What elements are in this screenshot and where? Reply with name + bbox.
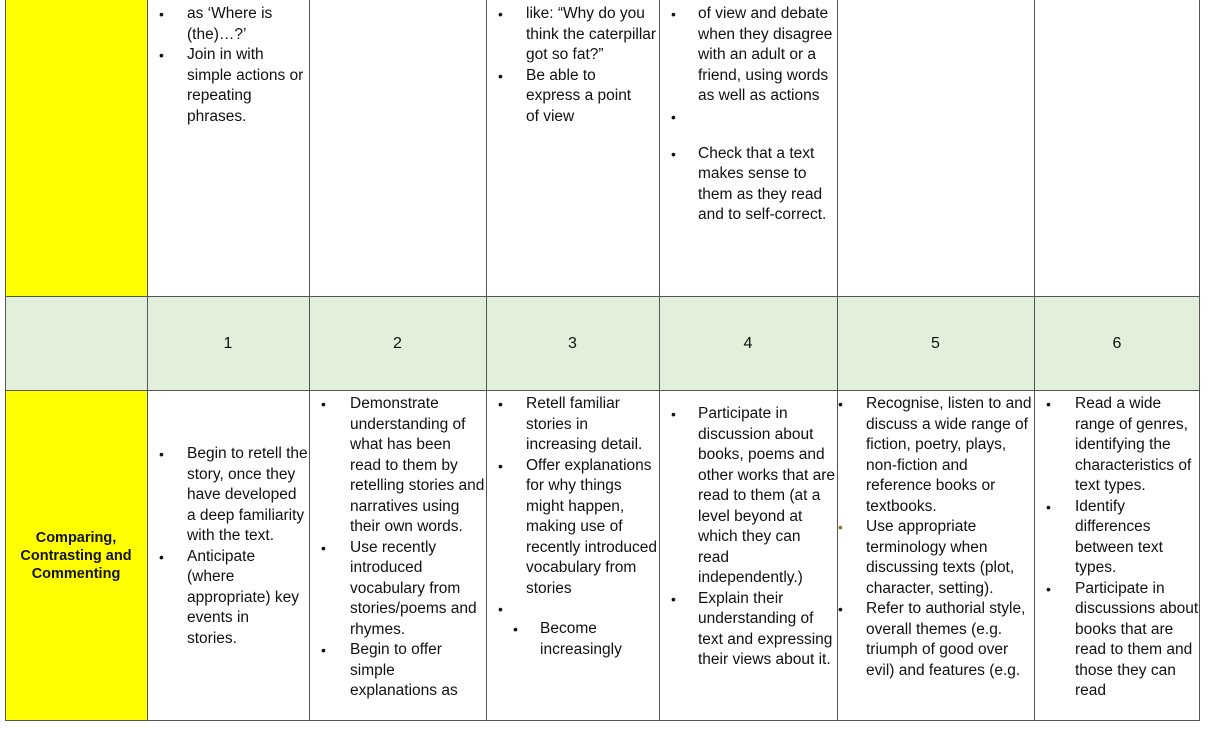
list-item: • Demonstrate understanding of what has been read to them by retelling stories and narratives using their own words.: [309, 394, 486, 538]
list-item: • Recognise, listen to and discuss a wide range of fiction, poetry, plays, non-fiction and reference books or textbooks.: [837, 394, 1034, 517]
grid-line: [486, 0, 487, 721]
top-cell-year-2: [309, 0, 486, 297]
top-cell-year-5: [837, 0, 1034, 297]
grid-line: [1034, 0, 1035, 721]
year-number-1: 1: [223, 335, 233, 352]
grid-line: [309, 0, 310, 721]
grid-line: [5, 720, 1200, 721]
year-number-2: 2: [393, 335, 402, 352]
list-item: • Be able to express a point of view: [486, 66, 659, 128]
grid-line: [1199, 0, 1200, 721]
bottom-cell-year-4: [659, 391, 837, 721]
list-item: • of view and debate when they disagree with an adult or a friend, using words as well as actions: [659, 4, 837, 107]
list-item: • Check that a text makes sense to them as they read and to self-correct.: [659, 144, 837, 226]
list-item: • Begin to offer simple explanations as: [309, 640, 486, 702]
top-cell-year-3: [486, 0, 659, 297]
year-number-6: 6: [1112, 335, 1122, 352]
grid-line: [147, 0, 148, 721]
grid-line: [837, 0, 838, 721]
year-number-5: 5: [931, 335, 940, 352]
list-item: • Read a wide range of genres, identifying the characteristics of text types.: [1034, 394, 1200, 497]
list-item: • Refer to authorial style, overall themes (e.g. triumph of good over evil) and features (e.g.: [837, 599, 1034, 681]
list-item: • Join in with simple actions or repeating phrases.: [147, 45, 309, 127]
curriculum-table: [5, 0, 1200, 721]
list-item: • like: “Why do you think the caterpillar got so fat?”: [486, 4, 659, 66]
list-item: • Become increasingly: [486, 619, 659, 660]
year-number-3: 3: [568, 335, 577, 352]
list-item: • Participate in discussion about books, poems and other works that are read to them (at a level beyond at which they can read independently.): [659, 404, 837, 589]
bottom-cell-year-6: [1034, 391, 1200, 721]
grid-line: [659, 0, 660, 721]
bottom-cell-year-3: [486, 391, 659, 721]
list-item: • Use appropriate terminology when discussing texts (plot, character, setting).: [837, 517, 1034, 599]
grid-line: [5, 0, 6, 721]
bottom-cell-year-1: [147, 391, 309, 721]
row-label-cell-top: [5, 0, 147, 297]
grid-line: [5, 390, 1200, 391]
spacer: [659, 107, 837, 144]
year-number-4: 4: [743, 335, 753, 352]
section-label: Comparing, Contrasting and Commenting: [20, 530, 132, 582]
top-cell-year-1: [147, 0, 309, 297]
list-item: • Retell familiar stories in increasing detail.: [486, 394, 659, 456]
bottom-cell-year-5: [837, 391, 1034, 721]
list-item: • as ‘Where is (the)…?’: [147, 4, 309, 45]
list-item: • Identify differences between text types.: [1034, 497, 1200, 579]
spacer: [486, 599, 659, 619]
top-cell-year-4: [659, 0, 837, 297]
bottom-cell-year-2: [309, 391, 486, 721]
list-item: • Anticipate (where appropriate) key events in stories.: [147, 547, 309, 650]
top-cell-year-6: [1034, 0, 1200, 297]
list-item: • Participate in discussions about books that are read to them and those they can read: [1034, 579, 1200, 702]
grid-line: [5, 296, 1200, 297]
list-item: • Begin to retell the story, once they have developed a deep familiarity with the text.: [147, 444, 309, 547]
section-label-cell: [5, 391, 147, 721]
list-item: • Use recently introduced vocabulary from stories/poems and rhymes.: [309, 538, 486, 641]
list-item: • Offer explanations for why things might happen, making use of recently introduced vocabulary from stories: [486, 456, 659, 600]
list-item: • Explain their understanding of text and expressing their views about it.: [659, 589, 837, 671]
